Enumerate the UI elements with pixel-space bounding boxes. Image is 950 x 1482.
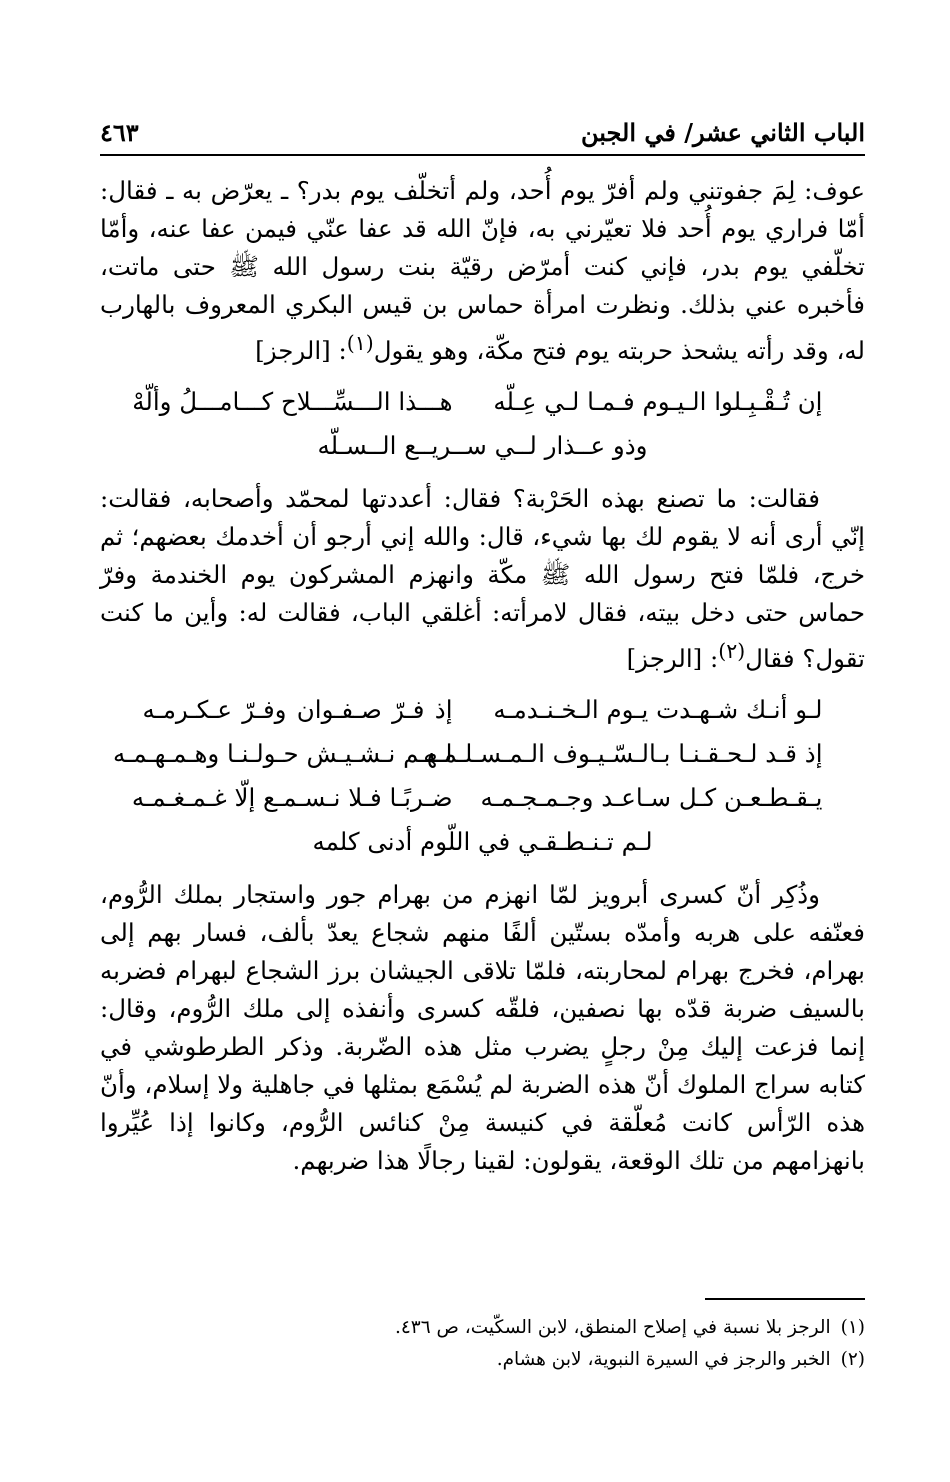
footnote-text: الرجز بلا نسبة في إصلاح المنطق، لابن السكّيت، ص ٤٣٦. bbox=[394, 1317, 831, 1338]
main-text bbox=[100, 172, 865, 1180]
verse-hemistich: وذو عــذار لــي ســريــع الــسـلّه bbox=[317, 431, 648, 461]
poem-2 bbox=[100, 688, 865, 864]
verse-hemistich: هـــذا الـــسِّـــلاح كـــامـــلُ وألّهْ bbox=[132, 387, 453, 417]
running-header bbox=[100, 110, 865, 156]
paragraph-3 bbox=[100, 876, 865, 1180]
verse-hemistich: يـقـطـعـن كـل سـاعـد وجـمـجـمـه bbox=[480, 783, 823, 813]
chapter-title: الباب الثاني عشر/ في الجبن bbox=[581, 118, 865, 147]
poem-2-line bbox=[100, 820, 865, 864]
meter-label-2: : [الرجز] bbox=[626, 644, 719, 674]
book-page bbox=[100, 110, 865, 1410]
footnote-divider bbox=[705, 1298, 865, 1300]
poem-1-line bbox=[100, 380, 865, 424]
verse-hemistich: لـهـم نـشـيـش حـولـنـا وهـمـهـمـه bbox=[113, 739, 453, 769]
poem-2-line bbox=[100, 732, 865, 776]
footnote-number: (٢) bbox=[840, 1349, 865, 1370]
poem-1 bbox=[100, 380, 865, 468]
verse-hemistich: إن تُـقْـبِـلوا الـيـوم فـمـا لـي عِـلّه bbox=[493, 387, 823, 417]
paragraph-2-text: فقالت: ما تصنع بهذه الحَرْبة؟ فقال: أعددتها لمحمّد وأصحابه، فقالت: إنّي أرى أنه لا يقوم لك بها شيء، قال: والله إني أرجو أن أخدمك بعضهم؛ ثم خرج، فلمّا فتح رسول الله ﷺ مكّة وانهزم المشركون يوم الخندمة وفرّ حماس حتى دخل بيته، فقال لامرأته: أغلقي الباب، فقالت له: وأين ما كنت تقول؟ فقال bbox=[100, 484, 865, 674]
paragraph-1-text: عوف: لِمَ جفوتني ولم أفرّ يوم أُحد، ولم أتخلّف يوم بدر؟ ـ يعرّض به ـ فقال: أمّا فراري يوم أُحد فلا تعيّرني به، فإنّ الله قد عفا عنّي فيمن عفا عنه، وأمّا تخلّفي يوم بدر، فإني كنت أمرّض رقيّة بنت رسول الله ﷺ حتى ماتت، فأخبره عني بذلك. ونظرت امرأة حماس بن قيس البكري المعروف بالهارب له، وقد رأته يشحذ حربته يوم فتح مكّة، وهو يقول bbox=[100, 176, 865, 366]
poem-2-line bbox=[100, 688, 865, 732]
verse-hemistich: إذ فـرّ صـفـوان وفـرّ عـكـرمـه bbox=[142, 695, 453, 725]
verse-hemistich: لـم تـنـطـقـي في اللّوم أدنى كلمه bbox=[312, 827, 653, 857]
footnote-ref-2: (٢) bbox=[718, 639, 746, 664]
verse-hemistich: ضـربًـا فـلا نـسـمـع إلّا غـمـغـمـه bbox=[131, 783, 453, 813]
footnote-1 bbox=[395, 1312, 865, 1344]
footnote-ref-1: (١) bbox=[346, 331, 374, 355]
poem-1-line bbox=[100, 424, 865, 468]
paragraph-2 bbox=[100, 480, 865, 678]
poem-2-line bbox=[100, 776, 865, 820]
footnote-2 bbox=[497, 1344, 865, 1376]
meter-label-1: : [الرجز] bbox=[255, 336, 347, 366]
paragraph-3-text: وذُكِر أنّ كسرى أبرويز لمّا انهزم من بهرام جور واستجار بملك الرُّوم، فعنّفه على هربه وأمدّه بستّين ألفًا منهم شجاع يعدّ بألف، فسار بهم إلى بهرام، فخرج بهرام لمحاربته، فلمّا تلاقى الجيشان برز الشجاع لبهرام فضربه بالسيف ضربة قدّه بها نصفين، فلقّه كسرى وأنفذه إلى ملك الرُّوم، وقال: إنما فزعت إليك مِنْ رجلٍ يضرب مثل هذه الضّربة. وذكر الطرطوشي في كتابه سراج الملوك أنّ هذه الضربة لم يُسْمَع بمثلها في جاهلية ولا إسلام، وأنّ هذه الرّأس كانت مُعلّقة في كنيسة مِنْ كنائس الرُّوم، وكانوا إذا عُيِّروا بانهزامهم من تلك الوقعة، يقولون: لقينا رجالًا هذا ضربهم. bbox=[100, 880, 865, 1176]
footnote-text: الخبر والرجز في السيرة النبوية، لابن هشام. bbox=[496, 1349, 831, 1370]
paragraph-1 bbox=[100, 172, 865, 370]
verse-hemistich: لـو أنـك شـهـدت يـوم الـخـنـدمـه bbox=[493, 695, 823, 725]
page-number: ٤٦٣ bbox=[100, 118, 139, 147]
footnote-number: (١) bbox=[840, 1317, 865, 1338]
verse-hemistich: إذ قـد لـحـقـنـا بـالـسّـيـوف الـمـسـلـمـه bbox=[423, 739, 823, 769]
